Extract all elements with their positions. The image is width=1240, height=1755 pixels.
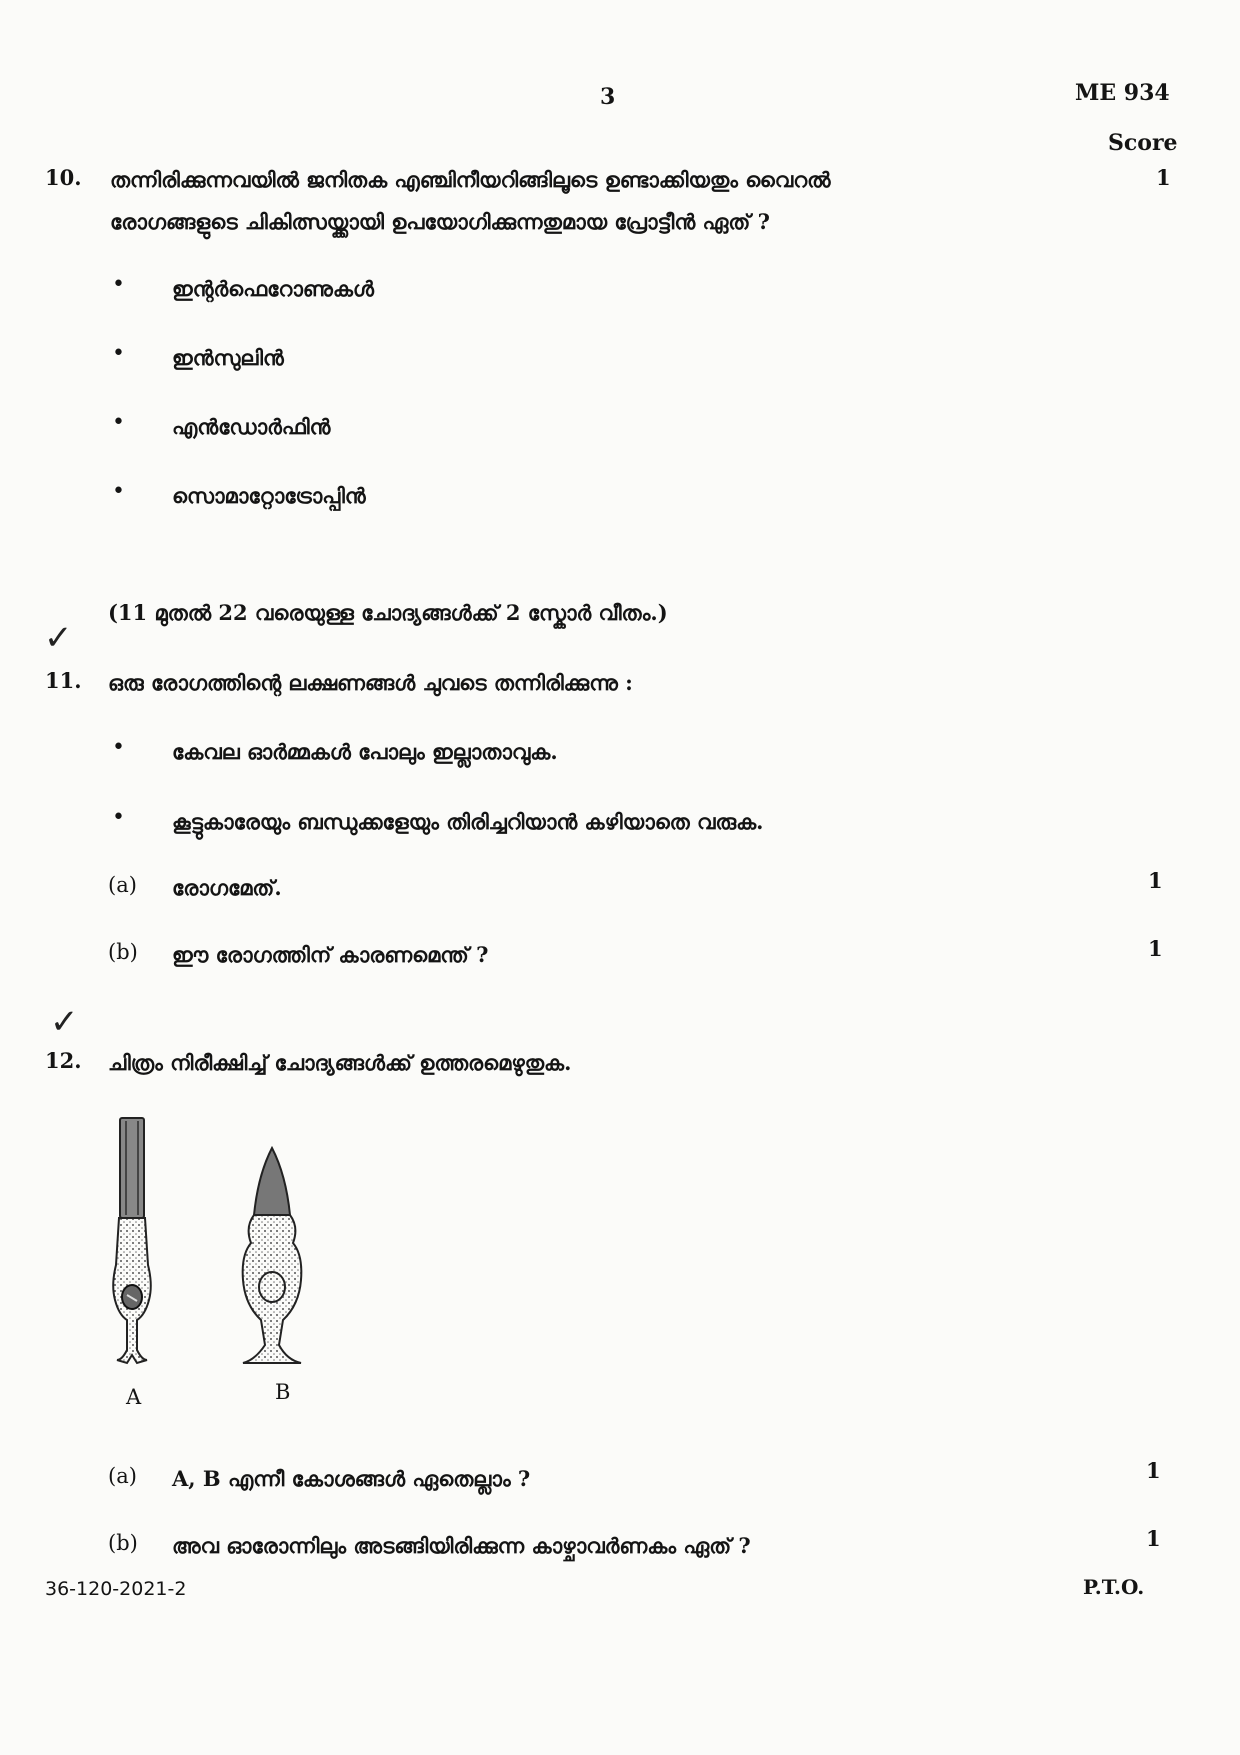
bullet-icon: • xyxy=(112,479,125,504)
bullet-icon: • xyxy=(112,805,125,830)
footer-code: 36-120-2021-2 xyxy=(45,1578,187,1600)
q11-symptom-2: കൂട്ടുകാരേയും ബന്ധുക്കളേയും തിരിച്ചറിയാൻ കഴിയാതെ വരുക. xyxy=(172,809,764,834)
question-10-text-line2: രോഗങ്ങളുടെ ചികിത്സയ്ക്കായി ഉപയോഗിക്കുന്നതുമായ പ്രോട്ടീൻ ഏത് ? xyxy=(110,209,770,234)
q12-part-a-text: A, B എന്നീ കോശങ്ങൾ ഏതെല്ലാം ? xyxy=(172,1466,531,1491)
q12-part-a-score: 1 xyxy=(1146,1458,1161,1483)
q11-part-a-score: 1 xyxy=(1148,868,1163,893)
photoreceptor-cells-figure xyxy=(95,1115,355,1400)
q10-option-3: എൻഡോർഫിൻ xyxy=(172,414,331,439)
question-10-text-line1: തന്നിരിക്കുന്നവയിൽ ജനിതക എഞ്ചിനീയറിങ്ങിലൂടെ ഉണ്ടാക്കിയതും വൈറൽ xyxy=(110,167,831,192)
section-instruction: (11 മുതൽ 22 വരെയുള്ള ചോദ്യങ്ങൾക്ക് 2 സ്കോർ വീതം.) xyxy=(108,600,668,625)
question-10-number: 10. xyxy=(45,165,82,190)
score-column-heading: Score xyxy=(1108,130,1178,156)
q11-symptom-1: കേവല ഓർമ്മകൾ പോലും ഇല്ലാതാവുക. xyxy=(172,739,558,764)
check-mark-icon: ✓ xyxy=(50,1002,79,1042)
bullet-icon: • xyxy=(112,410,125,435)
q12-part-b-score: 1 xyxy=(1146,1526,1161,1551)
q10-option-4: സൊമാറ്റോട്രോപ്പിൻ xyxy=(172,483,366,508)
bullet-icon: • xyxy=(112,272,125,297)
figure-label-b: B xyxy=(275,1380,291,1404)
q11-part-a-text: രോഗമേത്. xyxy=(172,875,282,900)
question-10-score: 1 xyxy=(1156,165,1171,190)
q12-part-a-label: (a) xyxy=(108,1464,137,1488)
question-11-number: 11. xyxy=(45,668,82,693)
please-turn-over: P.T.O. xyxy=(1083,1575,1145,1599)
question-12-text: ചിത്രം നിരീക്ഷിച്ച് ചോദ്യങ്ങൾക്ക് ഉത്തരമെഴുതുക. xyxy=(108,1050,572,1075)
q11-part-b-text: ഈ രോഗത്തിന് കാരണമെന്ത് ? xyxy=(172,942,489,967)
q12-part-b-text: അവ ഓരോന്നിലും അടങ്ങിയിരിക്കുന്ന കാഴ്ചാവർണകം ഏത് ? xyxy=(172,1533,751,1558)
bullet-icon: • xyxy=(112,341,125,366)
q11-part-a-label: (a) xyxy=(108,873,137,897)
question-12-number: 12. xyxy=(45,1048,82,1073)
cone-cell xyxy=(243,1148,302,1363)
q12-part-b-label: (b) xyxy=(108,1531,138,1555)
question-11-text: ഒരു രോഗത്തിന്റെ ലക്ഷണങ്ങൾ ചുവടെ തന്നിരിക്കുന്നു : xyxy=(108,670,633,695)
check-mark-icon: ✓ xyxy=(44,618,73,658)
rod-cell xyxy=(113,1118,151,1363)
q11-part-b-label: (b) xyxy=(108,940,138,964)
q10-option-1: ഇന്റർഫെറോണുകൾ xyxy=(172,276,374,301)
paper-code: ME 934 xyxy=(1075,80,1170,106)
q10-option-2: ഇൻസുലിൻ xyxy=(172,345,284,370)
page-number: 3 xyxy=(600,84,616,110)
figure-label-a: A xyxy=(126,1385,142,1409)
bullet-icon: • xyxy=(112,735,125,760)
q11-part-b-score: 1 xyxy=(1148,936,1163,961)
